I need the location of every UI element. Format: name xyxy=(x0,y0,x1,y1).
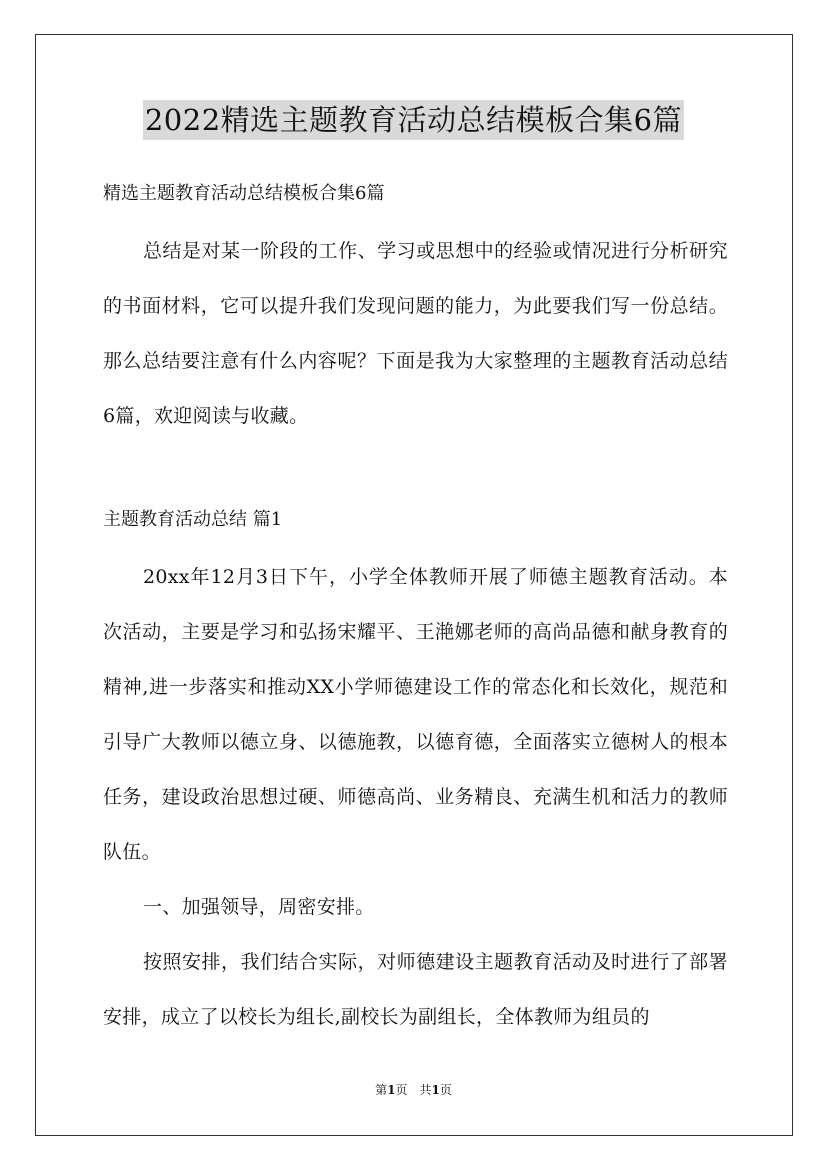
document-title xyxy=(0,100,827,140)
body-paragraph-1: 20xx年12月3日下午，小学全体教师开展了师德主题教育活动。本次活动，主要是学习和弘扬宋耀平、王滟娜老师的高尚品德和献身教育的精神,进一步落实和推动XX小学师德建设工作的常态化和长效化，规范和引导广大教师以德立身、以德施教，以德育德，全面落实立德树人的根本任务，建设政治思想过硬、师德高尚、业务精良、充满生机和活力的教师队伍。 xyxy=(103,566,728,863)
intro-paragraph: 总结是对某一阶段的工作、学习或思想中的经验或情况进行分析研究的书面材料，它可以提升我们发现问题的能力，为此要我们写一份总结。那么总结要注意有什么内容呢？下面是我为大家整理的主题教育活动总结6篇，欢迎阅读与收藏。 xyxy=(103,240,728,427)
section-heading: 主题教育活动总结 篇1 xyxy=(103,509,283,530)
document-body xyxy=(103,178,728,1045)
footer-mid: 页 共 xyxy=(395,1083,432,1097)
footer-suffix: 页 xyxy=(439,1083,452,1097)
section-gap xyxy=(103,444,728,504)
document-subtitle: 精选主题教育活动总结模板合集6篇 xyxy=(103,183,385,204)
body-paragraph-2: 按照安排，我们结合实际，对师德建设主题教育活动及时进行了部署安排，成立了以校长为组长,副校长为副组长，全体教师为组员的 xyxy=(103,951,728,1028)
document-title-text: 2022精选主题教育活动总结模板合集6篇 xyxy=(143,100,684,140)
footer-total-pages: 1 xyxy=(431,1083,440,1097)
point-heading-1: 一、加强领导，周密安排。 xyxy=(143,896,375,918)
footer-page-number: 1 xyxy=(387,1083,396,1097)
footer-prefix: 第 xyxy=(375,1083,388,1097)
page-footer xyxy=(0,1082,827,1098)
